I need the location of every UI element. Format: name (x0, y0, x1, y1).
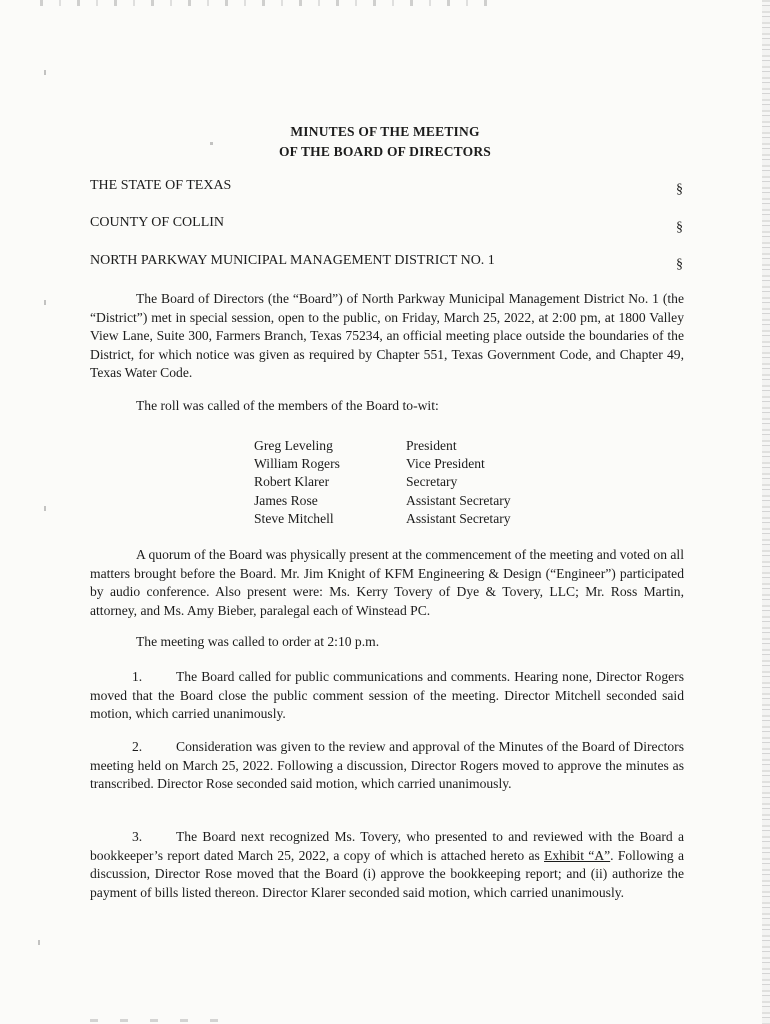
roll-row (254, 492, 566, 510)
member-name: Robert Klarer (254, 474, 330, 490)
member-title: Vice President (406, 456, 485, 472)
call-to-order: The meeting was called to order at 2:10 p.m. (136, 634, 380, 649)
agenda-item-1 (90, 668, 684, 724)
item-text-before: The Board next recognized Ms. Tovery, who presented to and reviewed with the Board a bookkeeper’s report dated March 25, 2022, a copy of which is attached hereto as (90, 829, 684, 863)
member-name: Greg Leveling (254, 438, 333, 453)
item-text: Consideration was given to the review and approval of the Minutes of the Board of Directors meeting held on March 25, 2022. Following a discussion, Director Rogers moved to approve the minutes as transcribed. Director Rose seconded said motion, which carried unanimously. (90, 739, 684, 791)
caption-district: NORTH PARKWAY MUNICIPAL MANAGEMENT DISTRICT NO. 1 (90, 253, 495, 268)
section-mark: § (676, 182, 683, 197)
roll-row (254, 473, 566, 491)
roll-row (254, 437, 566, 455)
agenda-item-3 (90, 828, 684, 902)
intro-text: The Board of Directors (the “Board”) of North Parkway Municipal Management District No. 1 (the “District”) met in special session, open to the public, on Friday, March 25, 2022, at 2:00 pm, at 1800 Valley View Lane, Suite 300, Farmers Branch, Texas 75234, an official meeting place outside the boundaries of the District, for which notice was given as required by Chapter 551, Texas Government Code, and Chapter 49, Texas Water Code. (90, 291, 684, 380)
member-title: Secretary (406, 474, 458, 490)
roll-row (254, 510, 566, 528)
item-text-after: . Following a discussion, Director Rose moved that the Board (i) approve the bookkeeping report; and (ii) authorize the payment of bills listed thereon. Director Klarer seconded said motion, which carried unanimously. (90, 847, 684, 900)
title-line-1: MINUTES OF THE MEETING (290, 124, 480, 139)
roll-intro: The roll was called of the members of the Board to-wit: (136, 398, 439, 413)
member-name: Steve Mitchell (254, 510, 334, 526)
scan-speck (44, 70, 46, 75)
roll-row (254, 455, 566, 473)
section-mark: § (676, 220, 683, 235)
scan-speck (38, 940, 40, 945)
quorum-paragraph (90, 546, 684, 620)
member-name: James Rose (254, 492, 318, 508)
item-text: The Board called for public communications and comments. Hearing none, Director Rogers moved that the Board close the public comment session of the meeting. Director Mitchell seconded said motion, which carried unanimously. (90, 669, 684, 721)
caption-state: THE STATE OF TEXAS (90, 178, 232, 193)
member-title: President (406, 438, 457, 453)
member-title: Assistant Secretary (406, 510, 511, 526)
section-mark: § (676, 257, 683, 272)
quorum-text: A quorum of the Board was physically present at the commencement of the meeting and voted on all matters brought before the Board. Mr. Jim Knight of KFM Engineering & Design (“Engineer”) participated by audio conference. Also present were: Ms. Kerry Tovery of Dye & Tovery, LLC; Mr. Ross Martin, attorney, and Ms. Amy Bieber, paralegal each of Winstead PC. (90, 547, 684, 618)
exhibit-reference: Exhibit “A” (544, 847, 611, 863)
scan-edge-top (40, 0, 500, 6)
roll-list (254, 437, 566, 528)
item-number: 1. (132, 669, 143, 684)
member-name: William Rogers (254, 456, 340, 472)
intro-paragraph (90, 290, 684, 383)
scan-edge-bottom (90, 1019, 230, 1022)
title-line-2: OF THE BOARD OF DIRECTORS (278, 144, 492, 159)
agenda-item-2 (90, 738, 684, 794)
scan-speck (44, 506, 46, 511)
member-title: Assistant Secretary (406, 492, 511, 508)
caption-county: COUNTY OF COLLIN (90, 215, 225, 230)
item-number: 2. (132, 739, 143, 754)
item-number: 3. (132, 829, 143, 844)
scan-speck (44, 300, 46, 305)
